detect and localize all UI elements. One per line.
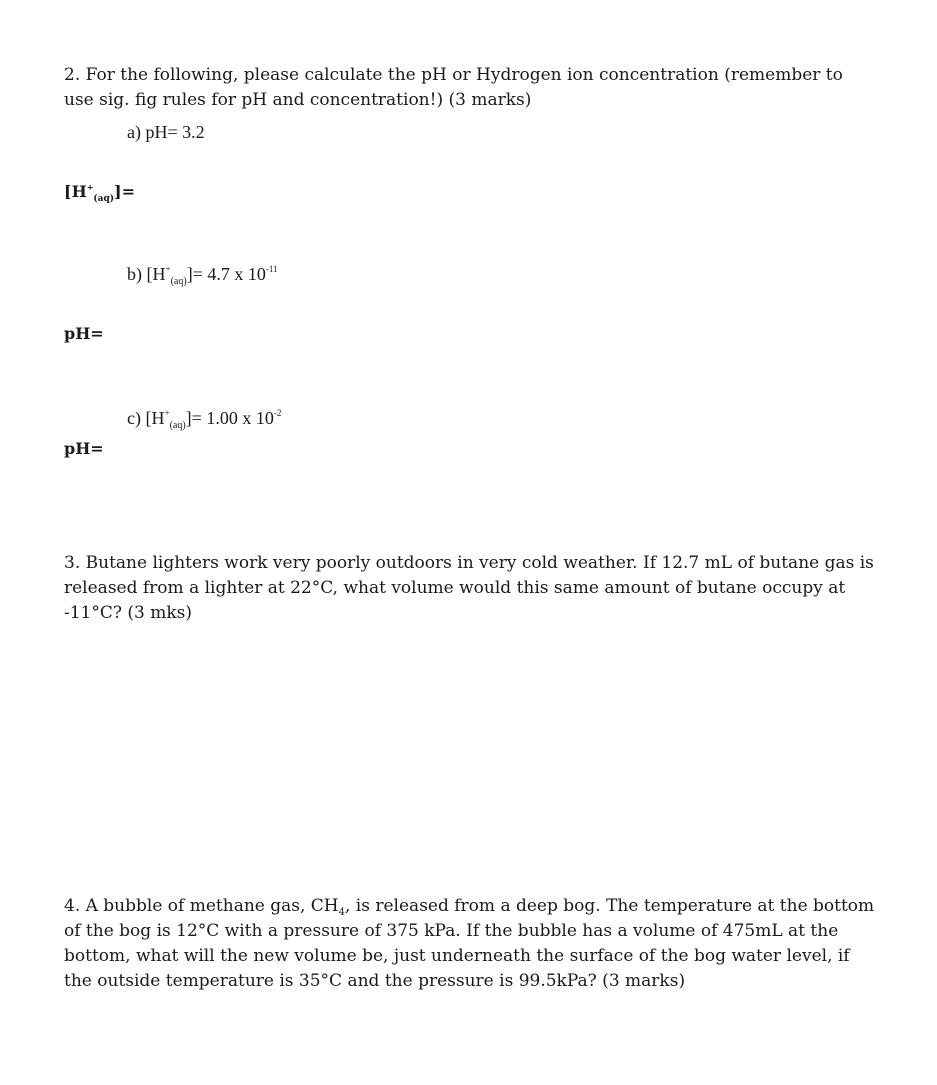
- answer-h-open: [H: [64, 182, 87, 201]
- question-2c: [127, 406, 281, 430]
- q2c-exponent: -2: [273, 408, 282, 418]
- q2c-mid: ]= 1.00 x 10: [185, 408, 274, 428]
- q4-subscript: 4: [338, 907, 345, 918]
- q2b-prefix: b) [H: [127, 264, 166, 284]
- q2c-sub: (aq): [169, 420, 186, 431]
- question-2a: a) pH= 3.2: [127, 122, 205, 142]
- answer-h-sup: +: [86, 182, 94, 192]
- q2b-sup: +: [165, 264, 171, 274]
- answer-ph-b: pH=: [64, 324, 104, 343]
- question-3-prompt: 3. Butane lighters work very poorly outdoors in very cold weather. If 12.7 mL of butane gas is released from a lighter at 22°C, what volume would this same amount of butane occupy at -11°C? (3 mks): [64, 553, 874, 623]
- answer-h-sub: (aq): [93, 194, 115, 204]
- question-2-prompt: 2. For the following, please calculate the pH or Hydrogen ion concentration (remember to use sig. fig rules for pH and concentration!) (3 marks): [64, 65, 843, 110]
- answer-hydrogen-concentration: [64, 181, 135, 203]
- q2b-sub: (aq): [170, 276, 187, 287]
- question-4-prompt: [64, 894, 876, 994]
- q4-text-after: , is released from a deep bog. The temperature at the bottom of the bog is 12°C with a pressure of 375 kPa. If the bubble has a volume of 475mL at the bottom, what will the new volume be, just underneath the surface of the bog water level, if the outside temperature is 35°C and the pressure is 99.5kPa? (3 marks): [64, 896, 875, 991]
- answer-ph-c: pH=: [64, 439, 104, 458]
- q2b-exponent: -11: [265, 264, 278, 274]
- question-2b: [127, 262, 278, 286]
- q2c-prefix: c) [H: [127, 408, 165, 428]
- answer-h-close: ]=: [114, 182, 136, 201]
- q2b-mid: ]= 4.7 x 10: [186, 264, 266, 284]
- q2c-sup: +: [164, 408, 170, 418]
- q4-text-before: 4. A bubble of methane gas, CH: [64, 896, 339, 916]
